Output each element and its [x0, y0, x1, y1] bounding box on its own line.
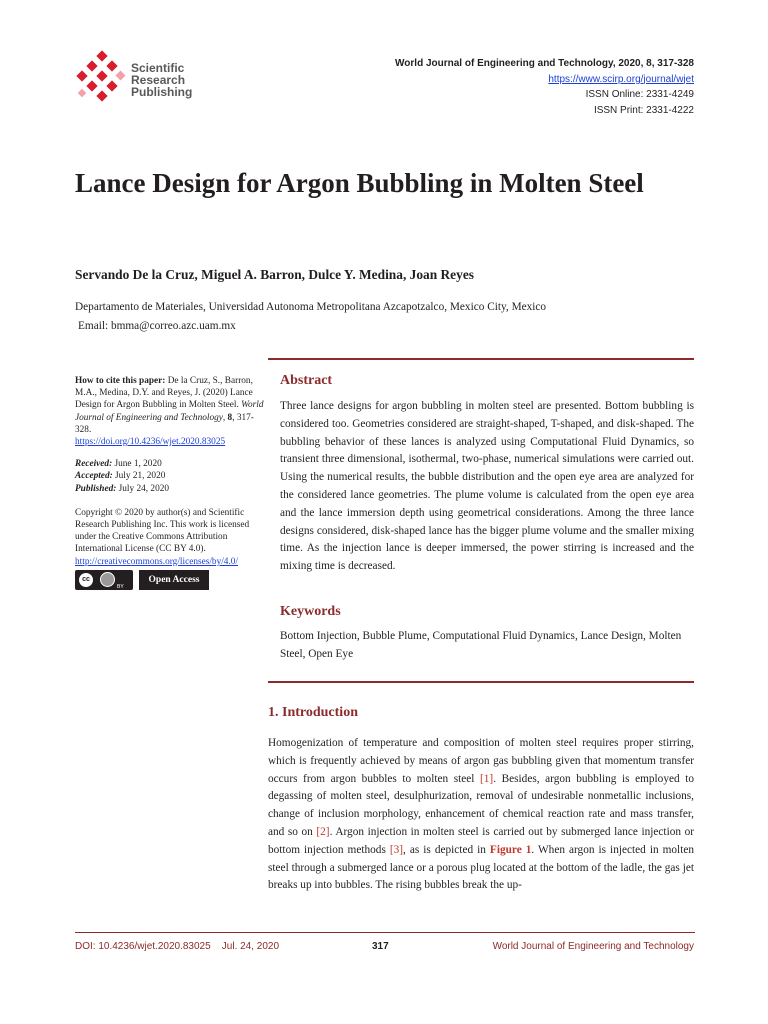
- footer-date: Jul. 24, 2020: [221, 941, 280, 952]
- article-title: Lance Design for Argon Bubbling in Molten Steel: [75, 168, 644, 198]
- publisher-logo[interactable]: [76, 50, 206, 110]
- issn-online: ISSN Online: 2331-4249: [585, 89, 694, 100]
- journal-url-link[interactable]: https://www.scirp.org/journal/wjet: [548, 73, 694, 85]
- intro-text-3: . Argon injection in molten steel is carried out by submerged lance injection or bottom injection methods: [268, 825, 694, 856]
- citation-pages: , 317-328.: [75, 412, 254, 435]
- license-link[interactable]: http://creativecommons.org/licenses/by/4.0/: [75, 556, 239, 567]
- figure-link-1[interactable]: Figure 1: [489, 843, 532, 856]
- publisher-line-1: Scientific: [131, 61, 185, 75]
- cc-icon: cc: [79, 573, 93, 587]
- received-date: June 1, 2020: [114, 459, 162, 470]
- published-date: July 24, 2020: [118, 483, 170, 494]
- accepted-date: July 21, 2020: [115, 471, 166, 482]
- dates-block: [75, 458, 265, 495]
- intro-text-2: . Besides, argon bubbling is employed to degassing of molten steel, desulphurization, removal of undesirable nonmetallic inclusions, change of inclusion morphology, enhancement of chemical reaction rate and mass transfer, and so on: [268, 772, 694, 838]
- scirp-diamond-icon: [76, 50, 128, 106]
- abstract-body: [280, 398, 694, 576]
- article-sidebar: [75, 375, 265, 590]
- cc-by-badge[interactable]: [75, 570, 133, 590]
- open-access-badge[interactable]: Open Access: [139, 570, 209, 590]
- footer-journal-name: World Journal of Engineering and Technology: [492, 941, 694, 952]
- introduction-body: [268, 735, 694, 895]
- footer-doi-text: DOI: 10.4236/wjet.2020.83025: [75, 941, 211, 952]
- reference-link-3[interactable]: [3]: [389, 843, 404, 856]
- reference-link-1[interactable]: [1]: [480, 772, 494, 785]
- introduction-heading: 1. Introduction: [268, 705, 358, 720]
- author-list: Servando De la Cruz, Miguel A. Barron, Dulce Y. Medina, Joan Reyes: [75, 267, 474, 282]
- published-label: Published:: [75, 483, 117, 494]
- abstract-text: Three lance designs for argon bubbling in molten steel are presented. Bottom bubbling is considered too. Geometries considered are straight-shaped, T-shaped, and disk-shaped. The bubbling behavior of these lances is analyzed using Computational Fluid Dynamics, so transient three dimensional, isothermal, two-phase, numerical simulations were carried out. Using the numerical results, the bubble distribution and the open eye area are analyzed for the considered lance geometries. The plume volume is calculated from the open eye area and the lance immersion depth using geometrical considerations. Among the three lance designs considered, disk-shaped lance has the bigger plume volume and the smaller mixing time. As the injection lance is deeper immersed, the power stirring is increased and the mixing time is decreased.: [280, 400, 694, 573]
- reference-link-2[interactable]: [2]: [316, 825, 330, 838]
- publisher-name: [131, 62, 192, 98]
- cc-by-label: BY: [117, 583, 124, 590]
- received-label: Received:: [75, 459, 113, 470]
- affiliation: Departamento de Materiales, Universidad Autonoma Metropolitana Azcapotzalco, Mexico City, Mexico: [75, 301, 547, 313]
- intro-text-5: . When argon is injected in molten steel through a submerged lance or a porous plug located at the bottom of the ladle, the gas jet breaks up into bubbles. The rising bubbles break the up-: [268, 843, 694, 892]
- journal-citation: World Journal of Engineering and Technology, 2020, 8, 317-328: [395, 58, 694, 69]
- citation-doi-link[interactable]: https://doi.org/10.4236/wjet.2020.83025: [75, 437, 226, 448]
- publisher-line-3: Publishing: [131, 85, 193, 99]
- keywords-bottom-rule: [268, 681, 694, 683]
- citation-text: De la Cruz, S., Barron, M.A., Medina, D.Y. and Reyes, J. (2020) Lance Design for Argon Bubbling in Molten Steel.: [75, 376, 253, 411]
- citation-volume: 8: [227, 412, 233, 423]
- attribution-person-icon: [100, 572, 115, 587]
- citation-journal: World Journal of Engineering and Technology: [75, 400, 264, 423]
- abstract-top-rule: [268, 358, 694, 360]
- keywords-heading: Keywords: [280, 604, 341, 619]
- citation-block: How to cite this paper: De la Cruz, S., Barron, M.A., Medina, D.Y. and Reyes, J. (2020) Lance Design for Argon Bubbling in Molten Steel. World Journal of Engineering and Technology, 8, 317-328. https://doi.org/10.4236/wjet.2020.83025: [75, 376, 264, 448]
- copyright-text: Copyright © 2020 by author(s) and Scientific Research Publishing Inc. This work is licensed under the Creative Commons Attribution International License (CC BY 4.0).: [75, 507, 250, 555]
- copyright-block: [75, 507, 265, 568]
- intro-text-1: Homogenization of temperature and composition of molten steel requires proper stirring, which is frequently achieved by means of argon gas bubbling given that momentum transfer occurs from argon bubbles to molten steel: [268, 737, 694, 785]
- footer-doi[interactable]: [75, 941, 279, 952]
- footer-page-number: 317: [372, 941, 389, 952]
- journal-meta: [395, 56, 694, 118]
- issn-print: ISSN Print: 2331-4222: [593, 104, 694, 116]
- license-badges: [75, 570, 265, 590]
- keywords-text: Bottom Injection, Bubble Plume, Computational Fluid Dynamics, Lance Design, Molten Steel, Open Eye: [280, 630, 682, 660]
- abstract-heading: Abstract: [280, 373, 333, 388]
- accepted-label: Accepted:: [75, 471, 113, 482]
- intro-text-4: , as is depicted in: [403, 843, 490, 856]
- publisher-line-2: Research: [131, 73, 186, 87]
- footer-rule: [75, 932, 695, 933]
- introduction-paragraph: [268, 735, 694, 895]
- citation-label: How to cite this paper:: [75, 376, 166, 386]
- contact-email[interactable]: Email: bmma@correo.azc.uam.mx: [78, 320, 236, 332]
- keywords-body: [280, 628, 694, 664]
